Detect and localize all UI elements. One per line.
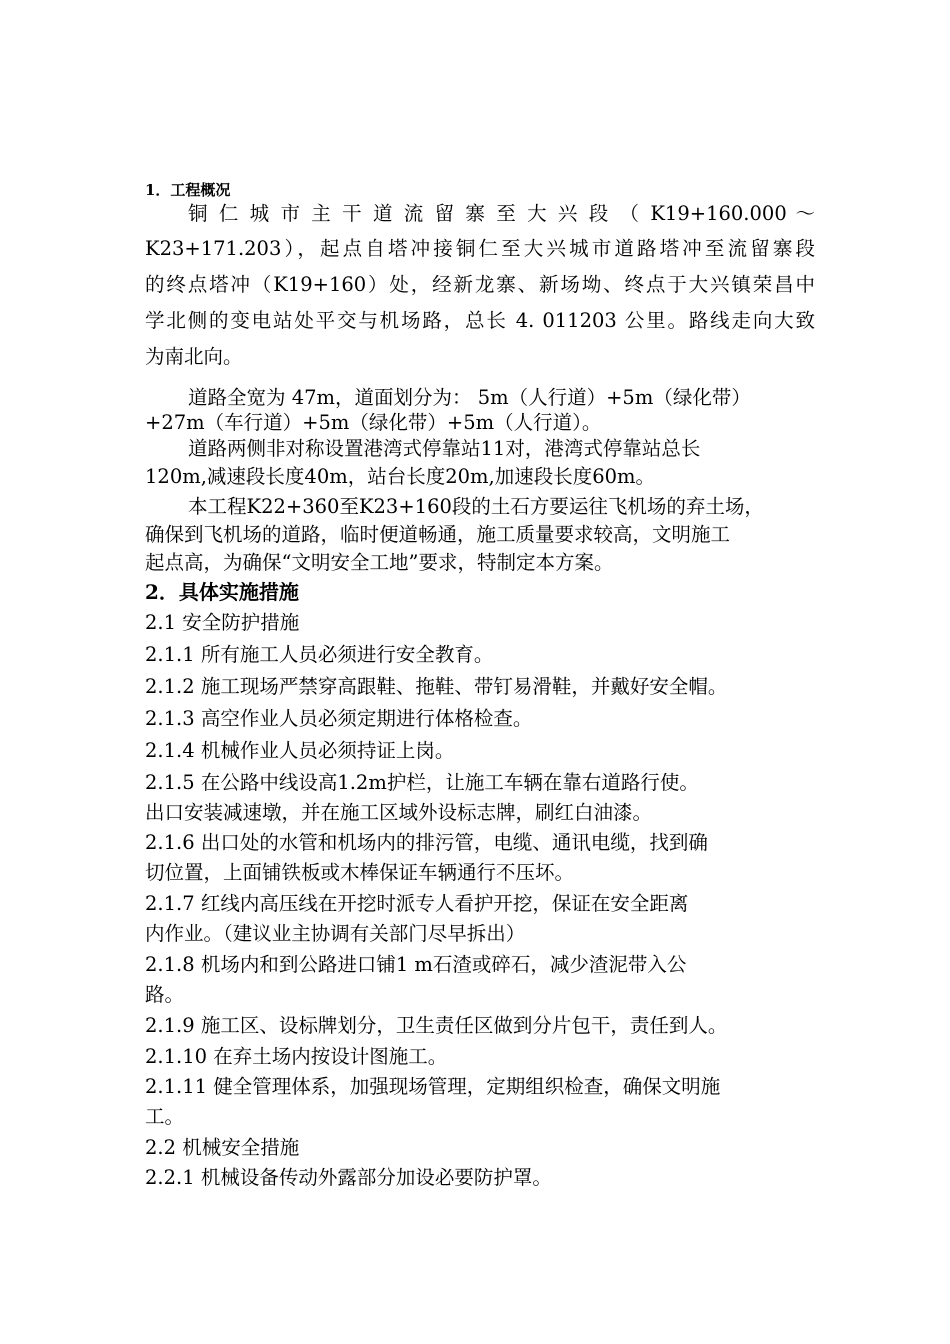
list-item: 2.1.9 施工区、设标牌划分，卫生责任区做到分片包干，责任到人。 <box>145 1014 728 1037</box>
list-item: 内作业。（建议业主协调有关部门尽早拆出） <box>145 922 526 945</box>
road-width-line: 道路全宽为 47m，道面划分为： 5m（人行道）+5m（绿化带） <box>188 386 751 409</box>
list-item: 2.1.7 红线内高压线在开挖时派专人看护开挖，保证在安全距离 <box>145 892 689 915</box>
list-item: 2.1.6 出口处的水管和机场内的排污管，电缆、通讯电缆，找到确 <box>145 831 708 854</box>
list-item: 2.1.2 施工现场严禁穿高跟鞋、拖鞋、带钉易滑鞋，并戴好安全帽。 <box>145 675 728 698</box>
list-item: 2.1 安全防护措施 <box>145 611 300 634</box>
list-item: 2.1.8 机场内和到公路进口铺1 m石渣或碎石，减少渣泥带入公 <box>145 953 687 976</box>
list-item: 2.1.3 高空作业人员必须定期进行体格检查。 <box>145 707 533 730</box>
bus-stop-line: 道路两侧非对称设置港湾式停靠站11对，港湾式停靠站总长 <box>188 437 701 460</box>
list-item: 2.1.5 在公路中线设高1.2m护栏，让施工车辆在靠右道路行使。 <box>145 771 699 794</box>
overview-paragraph-line: 为南北向。 <box>145 345 243 368</box>
overview-paragraph-line: 的终点塔冲（K19+160）处，经新龙寨、新场坳、终点于大兴镇荣昌中 <box>145 273 815 296</box>
list-item: 2.2 机械安全措施 <box>145 1136 300 1159</box>
section-2-title: 2．具体实施措施 <box>145 580 299 604</box>
bus-stop-line: 120m,减速段长度40m，站台长度20m,加速段长度60m。 <box>145 465 656 488</box>
list-item: 工。 <box>145 1105 185 1128</box>
overview-paragraph-line: K23+171.203），起点自塔冲接铜仁至大兴城市道路塔冲至流留寨段 <box>145 237 815 260</box>
overview-paragraph-line: 铜 仁 城 市 主 干 道 流 留 寨 至 大 兴 段 （ K19+160.000 ～ <box>188 202 815 225</box>
list-item: 2.2.1 机械设备传动外露部分加设必要防护罩。 <box>145 1166 552 1189</box>
list-item: 出口安装减速墩，并在施工区域外设标志牌，刷红白油漆。 <box>145 801 653 824</box>
list-item: 2.1.11 健全管理体系，加强现场管理，定期组织检查，确保文明施 <box>145 1075 721 1098</box>
list-item: 路。 <box>145 983 185 1006</box>
list-item: 2.1.4 机械作业人员必须持证上岗。 <box>145 739 455 762</box>
road-width-line: +27m（车行道）+5m（绿化带）+5m（人行道）。 <box>145 411 602 434</box>
list-item: 2.1.10 在弃土场内按设计图施工。 <box>145 1045 448 1068</box>
scope-line: 确保到飞机场的道路，临时便道畅通，施工质量要求较高，文明施工 <box>145 523 731 546</box>
list-item: 切位置，上面铺铁板或木棒保证车辆通行不压坏。 <box>145 861 575 884</box>
overview-paragraph-line: 学北侧的变电站处平交与机场路，总长 4. 011203 公里。路线走向大致 <box>145 309 815 332</box>
scope-line: 起点高，为确保“文明安全工地”要求，特制定本方案。 <box>145 551 614 574</box>
scope-line: 本工程K22+360至K23+160段的土石方要运往飞机场的弃土场， <box>188 495 764 518</box>
section-1-title: 1．工程概况 <box>145 181 231 199</box>
list-item: 2.1.1 所有施工人员必须进行安全教育。 <box>145 643 494 666</box>
